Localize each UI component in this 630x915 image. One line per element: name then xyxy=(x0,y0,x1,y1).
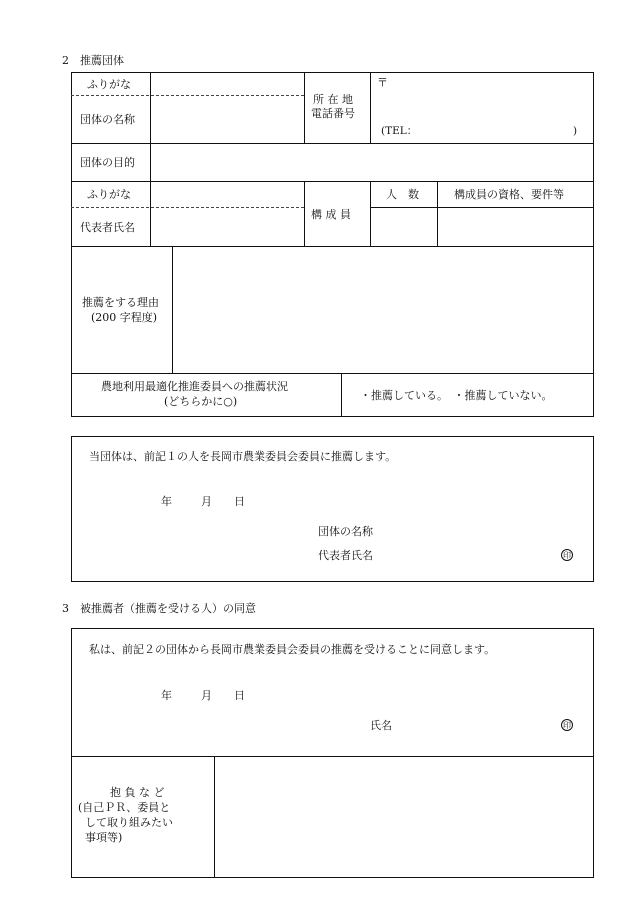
furigana-divider xyxy=(71,95,304,96)
furigana-label: ふりがな xyxy=(87,78,131,91)
aspiration-label: 抱 負 な ど xyxy=(110,786,165,799)
members-label: 構 成 員 xyxy=(311,208,351,221)
tel-close: ) xyxy=(573,125,578,137)
aspiration-note-1: (自己ＰＲ、委員と xyxy=(78,801,171,814)
consent-date-year: 年 xyxy=(161,689,172,702)
seal-icon-2: 印 xyxy=(563,721,571,730)
statement-org-name-label: 団体の名称 xyxy=(318,525,373,538)
consent-name-label: 氏名 xyxy=(370,719,392,732)
postal-mark: 〒 xyxy=(377,76,388,89)
status-instruction: (どちらかに○) xyxy=(164,395,238,408)
status-label: 農地利用最適化推進委員への推薦状況 xyxy=(101,380,288,393)
consent-date-month: 月 xyxy=(201,689,212,702)
address-label: 所 在 地 xyxy=(313,93,353,106)
date-month: 月 xyxy=(201,495,212,508)
qualification-header: 構成員の資格、要件等 xyxy=(454,188,564,201)
statement-rep-name-label: 代表者氏名 xyxy=(318,549,373,562)
consent-text: 私は、前記２の団体から長岡市農業委員会委員の推薦を受けることに同意します。 xyxy=(89,643,496,656)
count-header: 人 数 xyxy=(386,188,419,201)
date-day: 日 xyxy=(234,495,245,508)
phone-label: 電話番号 xyxy=(311,107,355,120)
furigana-divider-2 xyxy=(71,207,304,208)
seal-icon: 印 xyxy=(563,551,571,560)
aspiration-note-3: 事項等) xyxy=(85,831,123,844)
aspiration-note-2: して取り組みたい xyxy=(85,816,173,829)
date-year: 年 xyxy=(161,495,172,508)
consent-date-day: 日 xyxy=(234,689,245,702)
reason-label: 推薦をする理由 xyxy=(82,296,159,309)
section-3-heading: 3 被推薦者（推薦を受ける人）の同意 xyxy=(62,602,256,615)
consent-box xyxy=(71,628,594,878)
rep-name-label: 代表者氏名 xyxy=(80,221,135,234)
tel-open: (TEL： xyxy=(381,125,418,137)
status-options: ・推薦している。 ・推薦していない。 xyxy=(360,389,553,402)
purpose-label: 団体の目的 xyxy=(80,156,135,169)
org-name-label: 団体の名称 xyxy=(80,113,135,126)
section-2-heading: 2 推薦団体 xyxy=(62,54,124,67)
furigana-label-2: ふりがな xyxy=(87,188,131,201)
org-statement-text: 当団体は、前記１の人を長岡市農業委員会委員に推薦します。 xyxy=(89,450,397,463)
reason-length-label: (200 字程度) xyxy=(91,311,158,324)
